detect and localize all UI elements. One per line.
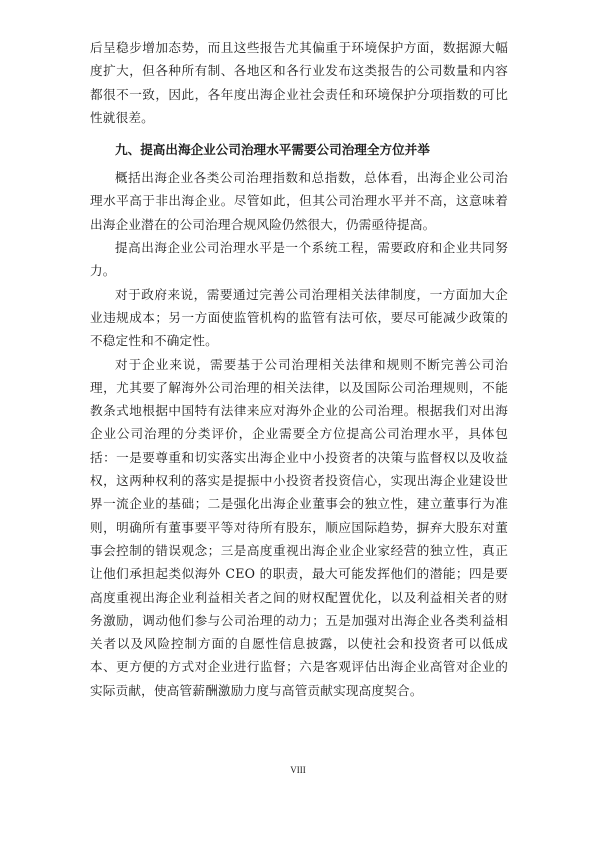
section-heading: 九、提高出海企业公司治理水平需要公司治理全方位并举: [115, 142, 430, 158]
paragraph-enterprise: 对于企业来说，需要基于公司治理相关法律和规则不断完善公司治理，尤其要了解海外公司治理的相关法律，以及国际公司治理规则，不能教条式地根据中国特有法律来应对海外企业的公司治理。根据我们对出海企业公司治理的分类评价，企业需要全方位提高公司治理水平，具体包括：一是要尊重和切实落实出海企业中小投资者的决策与监督权以及收益权，这两种权利的落实是提振中小投资者投资信心，实现出海企业建设世界一流企业的基础；二是强化出海企业董事会的独立性，建立董事行为准则，明确所有董事要平等对待所有股东，顺应国际趋势，摒弃大股东对董事会控制的错误观念；三是高度重视出海企业企业家经营的独立性，真正让他们承担起类似海外 CEO 的职责，最大可能发挥他们的潜能；四是要高度重视出海企业利益相关者之间的财权配置优化，以及利益相关者的财务激励，调动他们参与公司治理的动力；五是加强对出海企业各类利益相关者以及风险控制方面的自愿性信息披露，以使社会和投资者可以低成本、更方便的方式对企业进行监督；六是客观评估出海企业高管对企业的实际贡献，使高管薪酬激励力度与高管贡献实现高度契合。: [90, 356, 508, 698]
document-page: [90, 36, 508, 702]
page-number: VIII: [290, 765, 306, 775]
continuation-paragraph: 后呈稳步增加态势，而且这些报告尤其偏重于环境保护方面，数据源大幅度扩大，但各种所有制、各地区和各行业发布这类报告的公司数量和内容都很不一致，因此，各年度出海企业社会责任和环境保护分项指数的可比性就很差。: [90, 40, 508, 125]
paragraph-government: 对于政府来说，需要通过完善公司治理相关法律制度，一方面加大企业违规成本；另一方面使监管机构的监管有法可依，要尽可能减少政策的不稳定性和不确定性。: [90, 286, 508, 349]
paragraph-systemic: 提高出海企业公司治理水平是一个系统工程，需要政府和企业共同努力。: [90, 240, 508, 279]
paragraph-summary: 概括出海企业各类公司治理指数和总指数，总体看，出海企业公司治理水平高于非出海企业。尽管如此，但其公司治理水平并不高，这意味着出海企业潜在的公司治理合规风险仍然很大，仍需亟待提高。: [90, 170, 508, 232]
spacer: [90, 129, 508, 133]
